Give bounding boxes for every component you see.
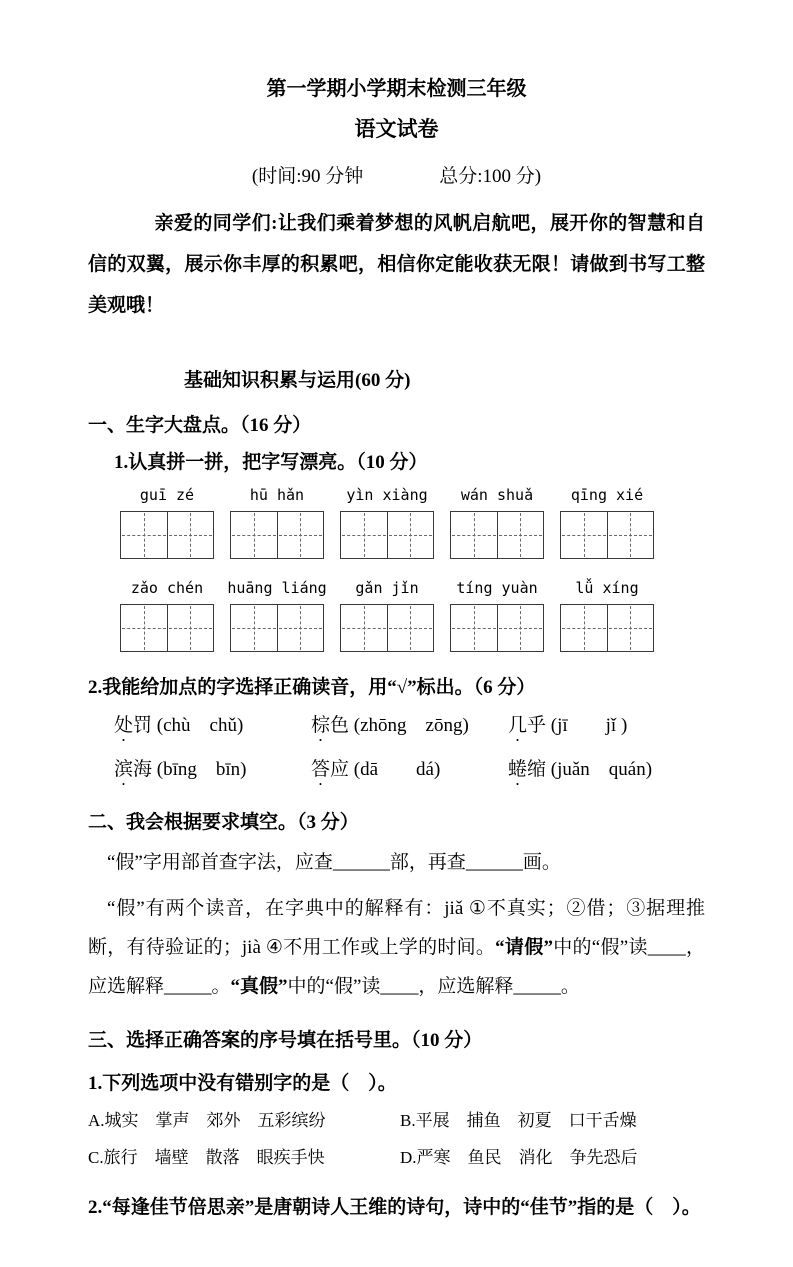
question-3-heading: 三、选择正确答案的序号填在括号里。（10 分） [88, 1030, 483, 1052]
pronunciation-item [311, 751, 508, 789]
grid-cell [497, 512, 544, 558]
pinyin-label: wán shuǎ [460, 485, 534, 504]
grid-cell [607, 605, 654, 651]
pinyin-label: yìn xiàng [346, 485, 428, 504]
pronunciation-choices: 海 (bīng bīn) [133, 758, 247, 780]
writing-grid [450, 511, 544, 559]
pronunciation-item [114, 707, 311, 745]
section-heading: 基础知识积累与运用(60 分) [184, 369, 411, 391]
grid-cell [121, 512, 167, 558]
pronunciation-item [508, 751, 705, 789]
pinyin-label: zǎo chén [130, 578, 204, 597]
dictionary-paragraph [88, 890, 705, 1007]
question-1-2-heading: 2.我能给加点的字选择正确读音，用“√”标出。（6 分） [88, 676, 536, 698]
grid-cell [341, 512, 387, 558]
pinyin-grid-row-2 [120, 579, 705, 652]
question-1-heading: 一、生字大盘点。（16 分） [88, 414, 312, 436]
pronunciation-choices: 缩 (juǎn quán) [527, 758, 653, 780]
choice-row-cd [88, 1140, 705, 1177]
pronunciation-choices: 罚 (chù chǔ) [133, 714, 244, 736]
grid-cell [387, 512, 434, 558]
pronunciation-choices: 色 (zhōng zōng) [330, 714, 469, 736]
pinyin-label: qīng xié [570, 485, 644, 504]
grid-cell [121, 605, 167, 651]
writing-grid [340, 511, 434, 559]
dictionary-text: “假”有两个读音，在字典中的解释有：jiǎ ①不真实；②借；③据理推断，有待验证的；jià ④不用工作或上学的时间。 [88, 898, 705, 959]
choice-option-c: C.旅行 墙壁 散落 眼疾手快 [88, 1147, 325, 1167]
pinyin-grid-column [120, 579, 214, 652]
dotted-character: 答 [311, 758, 331, 780]
pinyin-label: guī zé [139, 485, 195, 504]
grid-cell [561, 605, 607, 651]
bold-word-qingjia: “请假” [495, 937, 553, 959]
radical-lookup-line: “假”字用部首查字法，应查______部，再查______画。 [107, 851, 561, 873]
pinyin-grid-row-1 [120, 486, 705, 559]
pronunciation-choices: 乎 (jī jǐ ) [527, 714, 628, 736]
pronunciation-item [508, 707, 705, 745]
grid-cell [497, 605, 544, 651]
grid-cell [231, 512, 277, 558]
grid-cell [387, 605, 434, 651]
exam-meta: (时间:90 分钟 总分:100 分) [251, 166, 542, 187]
grid-cell [341, 605, 387, 651]
exam-title: 第一学期小学期末检测三年级 [266, 78, 527, 100]
dotted-character: 处 [114, 714, 134, 736]
grid-cell [561, 512, 607, 558]
writing-grid [450, 604, 544, 652]
grid-cell [277, 512, 324, 558]
writing-grid [120, 511, 214, 559]
grid-cell [167, 605, 214, 651]
writing-grid [230, 604, 324, 652]
pinyin-grid-column [450, 579, 544, 652]
pronunciation-item [311, 707, 508, 745]
pinyin-label: lǚ xíng [575, 578, 639, 597]
pinyin-grid-column [560, 579, 654, 652]
question-2-heading: 二、我会根据要求填空。（3 分） [88, 811, 359, 833]
pinyin-grid-column [230, 486, 324, 559]
dotted-character: 棕 [311, 714, 331, 736]
choice-option-a: A.城实 掌声 郊外 五彩缤纷 [88, 1111, 326, 1131]
pinyin-label: tíng yuàn [456, 578, 538, 597]
grid-cell [451, 605, 497, 651]
question-1-1-heading: 1.认真拼一拼，把字写漂亮。（10 分） [114, 451, 428, 473]
bold-word-zhenjia: “真假” [230, 976, 288, 998]
writing-grid [560, 511, 654, 559]
dictionary-text: 中的“假”读____，应选解释_____。 [287, 976, 580, 998]
dotted-character: 蜷 [508, 758, 528, 780]
intro-paragraph: 亲爱的同学们:让我们乘着梦想的风帆启航吧，展开你的智慧和自信的双翼，展示你丰厚的积累吧，相信你定能收获无限！请做到书写工整美观哦！ [88, 213, 705, 316]
pinyin-grid-column [227, 578, 327, 652]
pinyin-grid-column [340, 486, 434, 559]
dictionary-text: 中的“假”读____，应选解释_____。 [88, 937, 705, 998]
dotted-character: 几 [508, 714, 528, 736]
pinyin-grid-column [340, 579, 434, 652]
choice-option-b: B.平展 捕鱼 初夏 口干舌燥 [400, 1111, 637, 1131]
pinyin-grid-column [560, 486, 654, 559]
exam-subtitle: 语文试卷 [354, 117, 439, 141]
pronunciation-choices: 应 (dā dá) [330, 758, 441, 780]
choice-option-d: D.严寒 鱼民 消化 争先恐后 [400, 1147, 638, 1167]
pinyin-label: gǎn jǐn [355, 578, 419, 597]
question-3-2-heading: 2.“每逢佳节倍思亲”是唐朝诗人王维的诗句，诗中的“佳节”指的是（ ）。 [88, 1197, 701, 1219]
pinyin-label: hū hǎn [249, 485, 305, 504]
pronunciation-item [114, 751, 311, 789]
pronunciation-row-2 [114, 751, 705, 789]
dotted-character: 滨 [114, 758, 134, 780]
pinyin-label: huāng liáng [227, 578, 327, 597]
grid-cell [231, 605, 277, 651]
grid-cell [277, 605, 324, 651]
writing-grid [120, 604, 214, 652]
pinyin-grid-column [120, 486, 214, 559]
writing-grid [230, 511, 324, 559]
grid-cell [607, 512, 654, 558]
writing-grid [340, 604, 434, 652]
pinyin-grid-column [450, 486, 544, 559]
pronunciation-row-1 [114, 707, 705, 745]
grid-cell [167, 512, 214, 558]
question-3-1-heading: 1.下列选项中没有错别字的是（ ）。 [88, 1073, 397, 1095]
writing-grid [560, 604, 654, 652]
grid-cell [451, 512, 497, 558]
